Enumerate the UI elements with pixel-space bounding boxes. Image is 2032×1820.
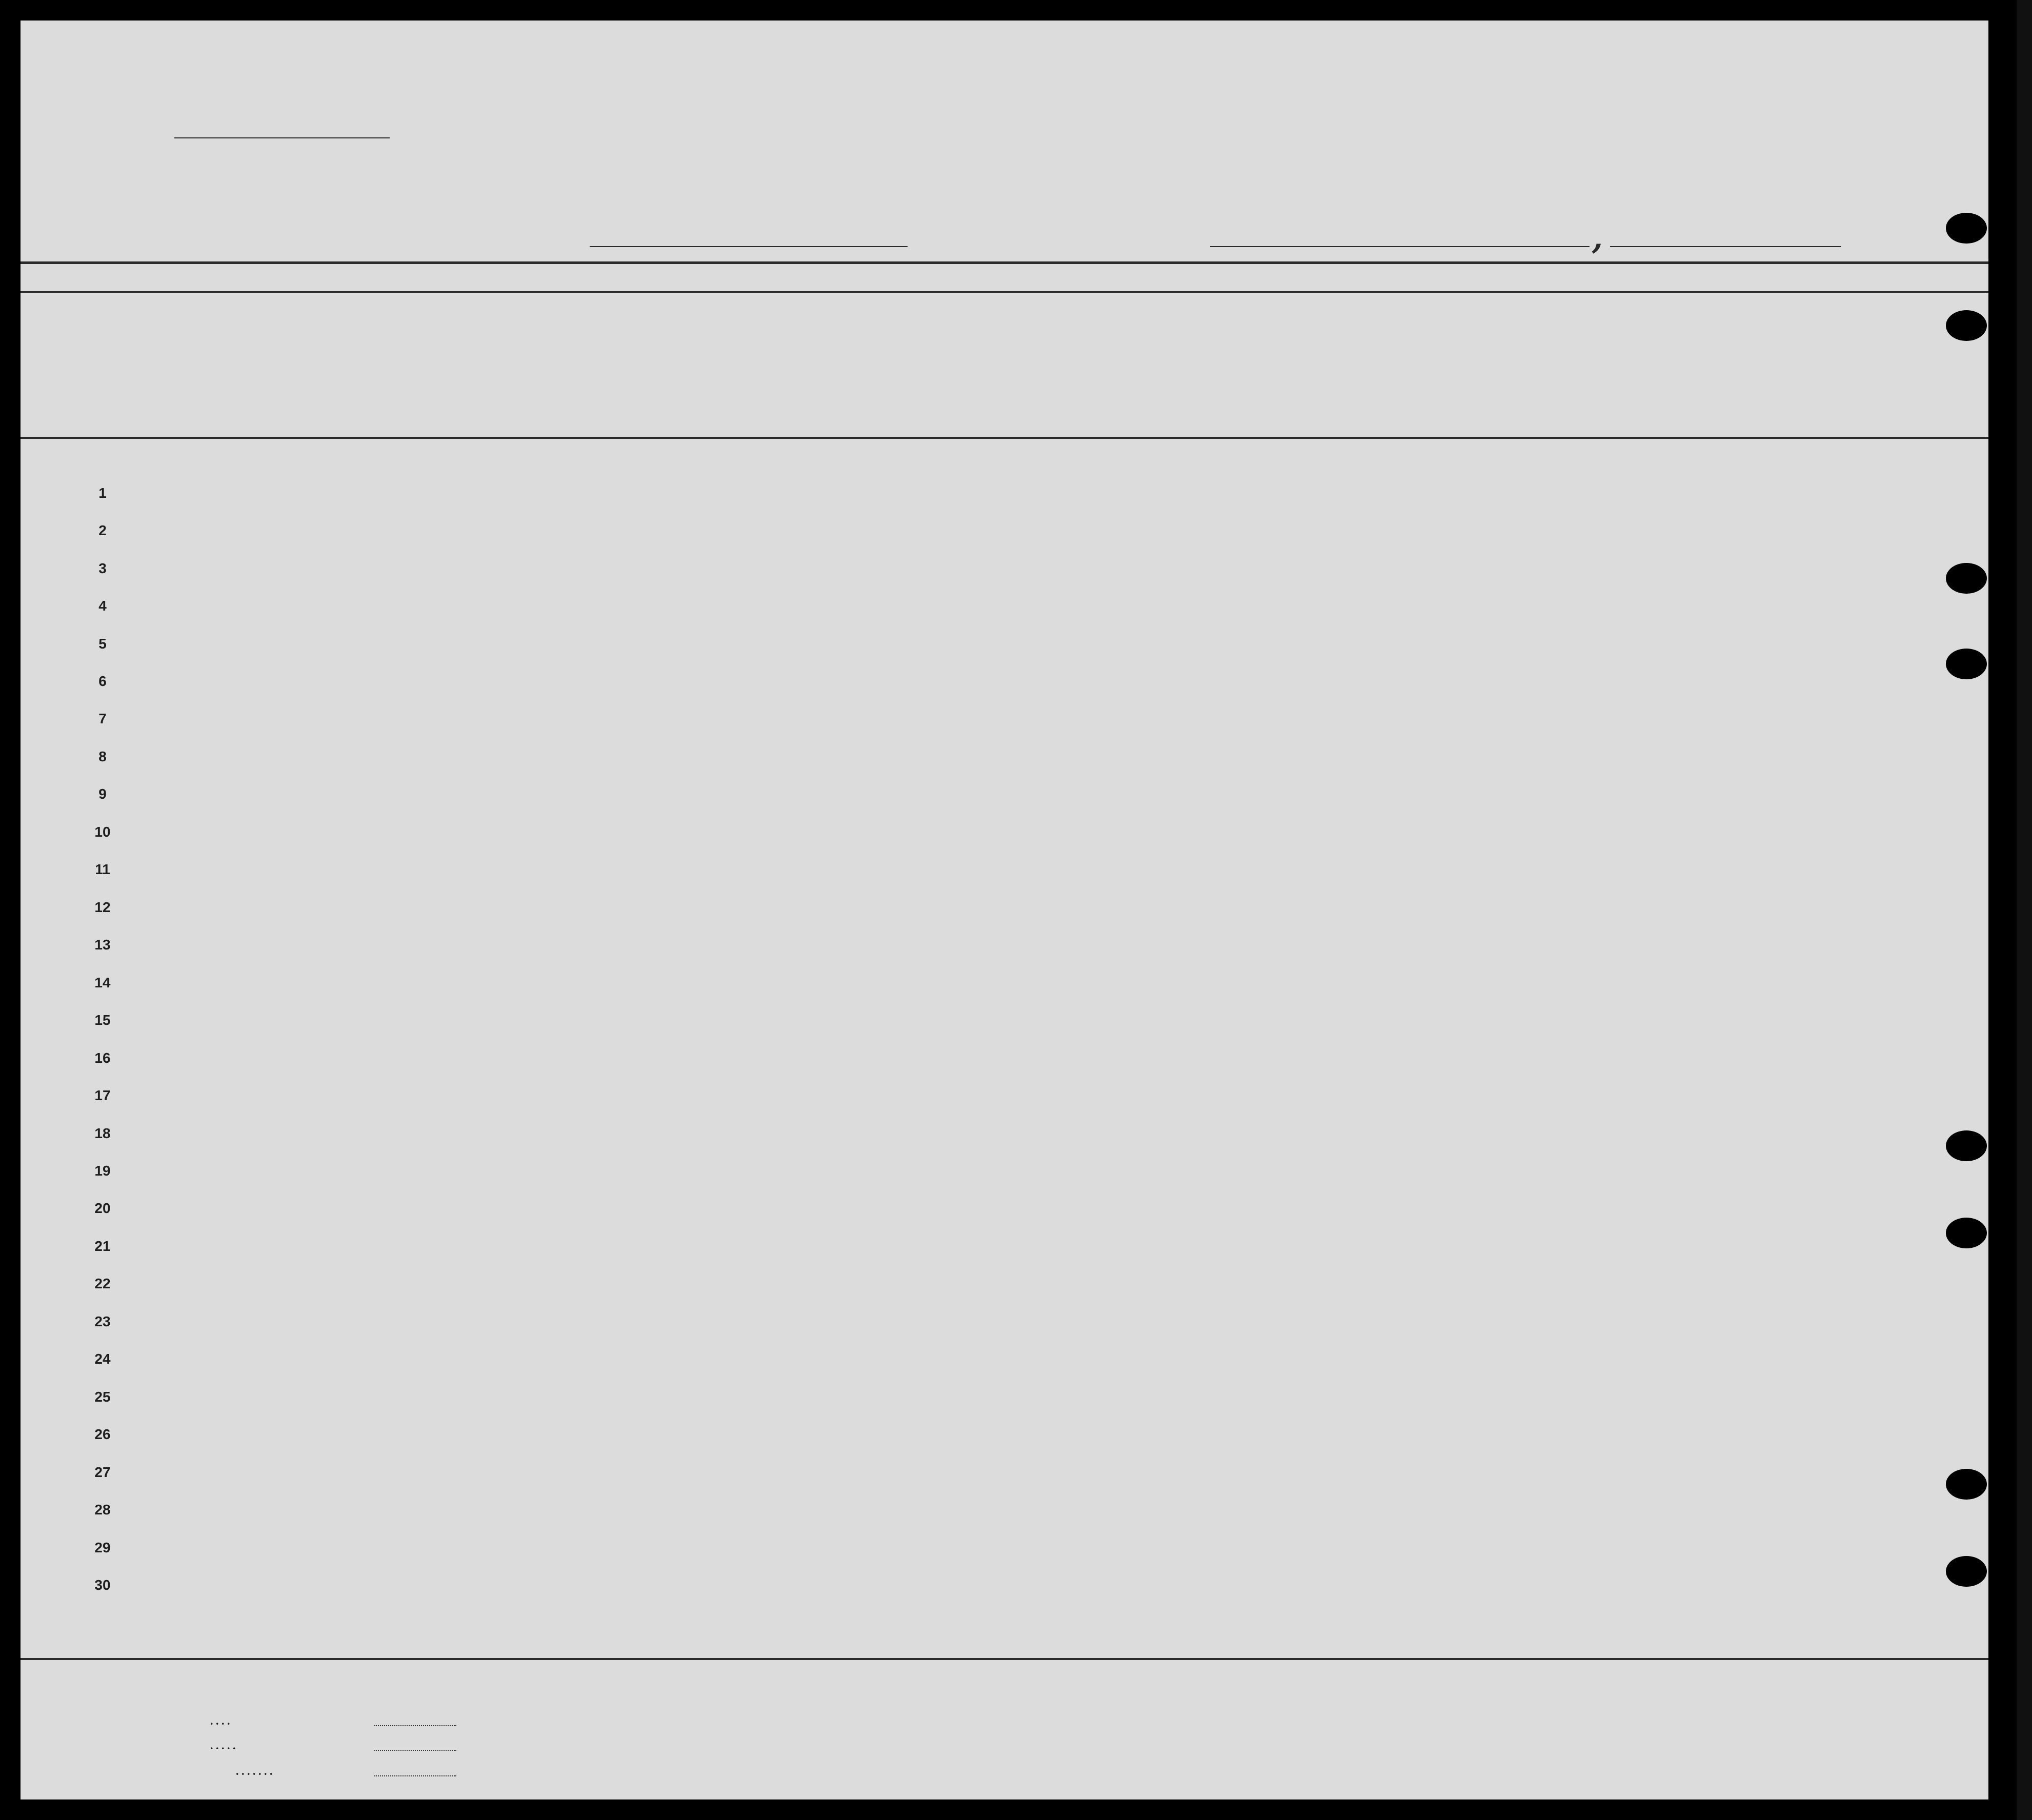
row-number: 16: [94, 1050, 111, 1066]
binder-hole: [1946, 1556, 1987, 1587]
aliens-label: . . . . . . .: [236, 1765, 273, 1777]
binder-hole: [1946, 563, 1987, 594]
comma: ,: [1592, 220, 1603, 256]
binder-hole: [1946, 1218, 1987, 1248]
row-number: 12: [94, 899, 111, 915]
row-number: 19: [94, 1163, 111, 1179]
binder-hole: [1946, 1130, 1987, 1161]
table-bottom-rule: [21, 1658, 1988, 1660]
row-number: 24: [94, 1351, 111, 1367]
aliens-line: [374, 1775, 456, 1777]
row-number: 21: [94, 1238, 111, 1254]
table-top-rule: [21, 261, 1988, 264]
vessel-line: [590, 246, 908, 247]
row-number: 30: [94, 1577, 111, 1593]
binder-hole: [1946, 213, 1987, 244]
row-number: 1: [98, 485, 107, 501]
colnum-rule: [21, 291, 1988, 293]
row-number: 6: [98, 673, 107, 689]
row-number: 7: [98, 711, 107, 726]
row-number: 9: [98, 786, 107, 802]
row-number: 13: [94, 937, 111, 953]
row-number: 5: [98, 636, 107, 652]
row-number: 26: [94, 1426, 111, 1442]
row-number: 4: [98, 598, 107, 614]
row-number: 20: [94, 1200, 111, 1216]
manifest-sheet: [21, 21, 1988, 1799]
header-bottom-rule: [21, 437, 1988, 439]
binder-hole: [1946, 310, 1987, 341]
row-number: 28: [94, 1502, 111, 1518]
sailing-port-line: [1210, 246, 1590, 247]
total-passengers-line: [374, 1725, 456, 1727]
total-passengers-label: . . . .: [210, 1714, 230, 1727]
scan-edge: [2017, 0, 2032, 1820]
row-number: 8: [98, 749, 107, 764]
list-blank-line: [174, 137, 390, 138]
binder-hole: [1946, 649, 1987, 679]
us-citizens-line: [374, 1750, 456, 1751]
row-number: 15: [94, 1012, 111, 1028]
row-number: 27: [94, 1464, 111, 1480]
row-number: 25: [94, 1389, 111, 1405]
row-number: 23: [94, 1313, 111, 1329]
row-number: 2: [98, 522, 107, 538]
row-number: 17: [94, 1087, 111, 1103]
sailing-date-line: [1610, 246, 1841, 247]
row-number: 11: [95, 861, 110, 877]
binder-hole: [1946, 1469, 1987, 1500]
row-number: 3: [98, 560, 107, 576]
row-number: 10: [94, 824, 111, 840]
row-number: 14: [94, 975, 111, 990]
row-number: 29: [94, 1540, 111, 1555]
row-number: 18: [94, 1125, 111, 1141]
us-citizens-label: . . . . .: [210, 1739, 236, 1752]
row-number: 22: [94, 1276, 111, 1291]
